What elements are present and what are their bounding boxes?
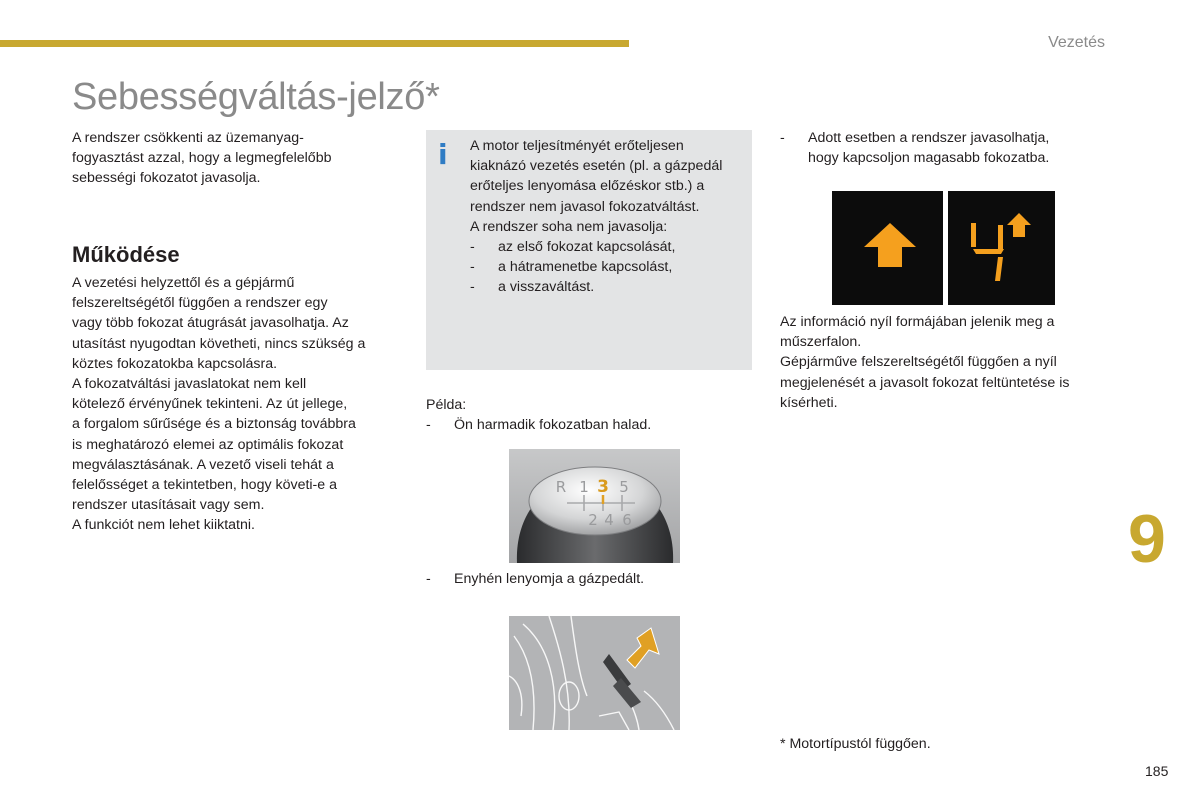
intro-line: fogyasztást azzal, hogy a legmegfelelőbb [72, 150, 332, 167]
body-line: A fokozatváltási javaslatokat nem kell [72, 376, 307, 393]
info-box [426, 130, 752, 370]
body-line: A funkciót nem lehet kiiktatni. [72, 517, 255, 534]
shift-indicator-display [832, 191, 1055, 305]
info-line: erőteljes lenyomása előzéskor stb.) a [470, 178, 705, 195]
example-step-2: - Enyhén lenyomja a gázpedált. [426, 571, 645, 587]
body-line: utasítást nyugodtan követheti, nincs szükség a [72, 335, 366, 352]
footnote: * Motortípustól függően. [780, 736, 931, 752]
gear-knob-illustration [509, 449, 680, 563]
info-list-item: - a hátramenetbe kapcsolást, [470, 259, 673, 276]
info-line: A motor teljesítményét erőteljesen [470, 138, 684, 154]
gear-knob-svg [509, 449, 680, 563]
example-step-1: - Ön harmadik fokozatban halad. [426, 417, 652, 434]
page-title: Sebességváltás-jelző* [72, 76, 440, 118]
info-line: rendszer nem javasol fokozatváltást. [470, 198, 700, 215]
body-line: a forgalom sűrűsége és a biztonság továbbra [72, 416, 356, 433]
gear-label-2: 2 [588, 511, 598, 529]
example-label: Példa: - Ön harmadik fokozatban halad. [426, 395, 726, 435]
header-gold-bar [0, 40, 629, 47]
body-line: felelősséget a tekintetben, hogy követi-e a [72, 477, 338, 494]
body-line: megválasztásának. A vezető viseli tehát a [72, 456, 334, 473]
description-line: műszerfalon. [780, 334, 862, 351]
body-line: vagy több fokozat átugrását javasolhatja. Az [72, 315, 349, 332]
info-list-item: - az első fokozat kapcsolását, [470, 239, 676, 256]
info-icon: i [438, 138, 448, 171]
intro-paragraph [72, 128, 402, 189]
body-line: kötelező érvényűnek tekinteni. Az út jellege, [72, 396, 348, 413]
info-text [470, 136, 752, 298]
pedal-svg [509, 616, 680, 730]
pedal-illustration [509, 616, 680, 730]
intro-line: sebességi fokozatot javasolja. [72, 170, 261, 187]
chapter-number: 9 [1128, 501, 1166, 577]
gear-label-r: R [555, 478, 567, 496]
section-heading: Működése [72, 242, 180, 267]
body-line: is meghatározó elemei az optimális fokozat [72, 436, 344, 453]
body-line: rendszer utasításait vagy sem. [72, 497, 265, 514]
body-line: köztes fokozatokba kapcsolásra. [72, 355, 278, 372]
right-list-item: - Adott esetben a rendszer javasolhatja, hogy kapcsoljon magasabb fokozatba. [780, 128, 1110, 168]
info-line: kiaknázó vezetés esetén (pl. a gázpedál [470, 158, 723, 175]
section-label: Vezetés [1048, 34, 1105, 51]
shift-indicator-svg [832, 191, 1055, 305]
body-paragraph [72, 273, 402, 536]
info-line: A rendszer soha nem javasolja: [470, 218, 668, 235]
page-number: 185 [1145, 763, 1169, 779]
description-line: Az információ nyíl formájában jelenik meg a [780, 314, 1055, 330]
body-line: A vezetési helyzettől és a gépjármű [72, 275, 295, 291]
indicator-description [780, 312, 1110, 413]
gear-label-5: 5 [619, 478, 629, 496]
description-line: megjelenését a javasolt fokozat feltüntetése is [780, 374, 1070, 391]
gear-label-1: 1 [579, 478, 589, 496]
right-item-line: hogy kapcsoljon magasabb fokozatba. [808, 150, 1050, 167]
gear-label-3: 3 [597, 477, 609, 497]
gear-label-4: 4 [604, 511, 614, 529]
description-line: Gépjárműve felszereltségétől függően a nyíl [780, 354, 1057, 371]
info-list-item: - a visszaváltást. [470, 279, 595, 296]
description-line: kísérheti. [780, 394, 838, 411]
right-item-line: Adott esetben a rendszer javasolhatja, [808, 130, 1050, 146]
body-line: felszereltségétől függően a rendszer egy [72, 295, 328, 312]
intro-line: A rendszer csökkenti az üzemanyag- [72, 130, 304, 146]
gear-label-6: 6 [622, 511, 632, 529]
